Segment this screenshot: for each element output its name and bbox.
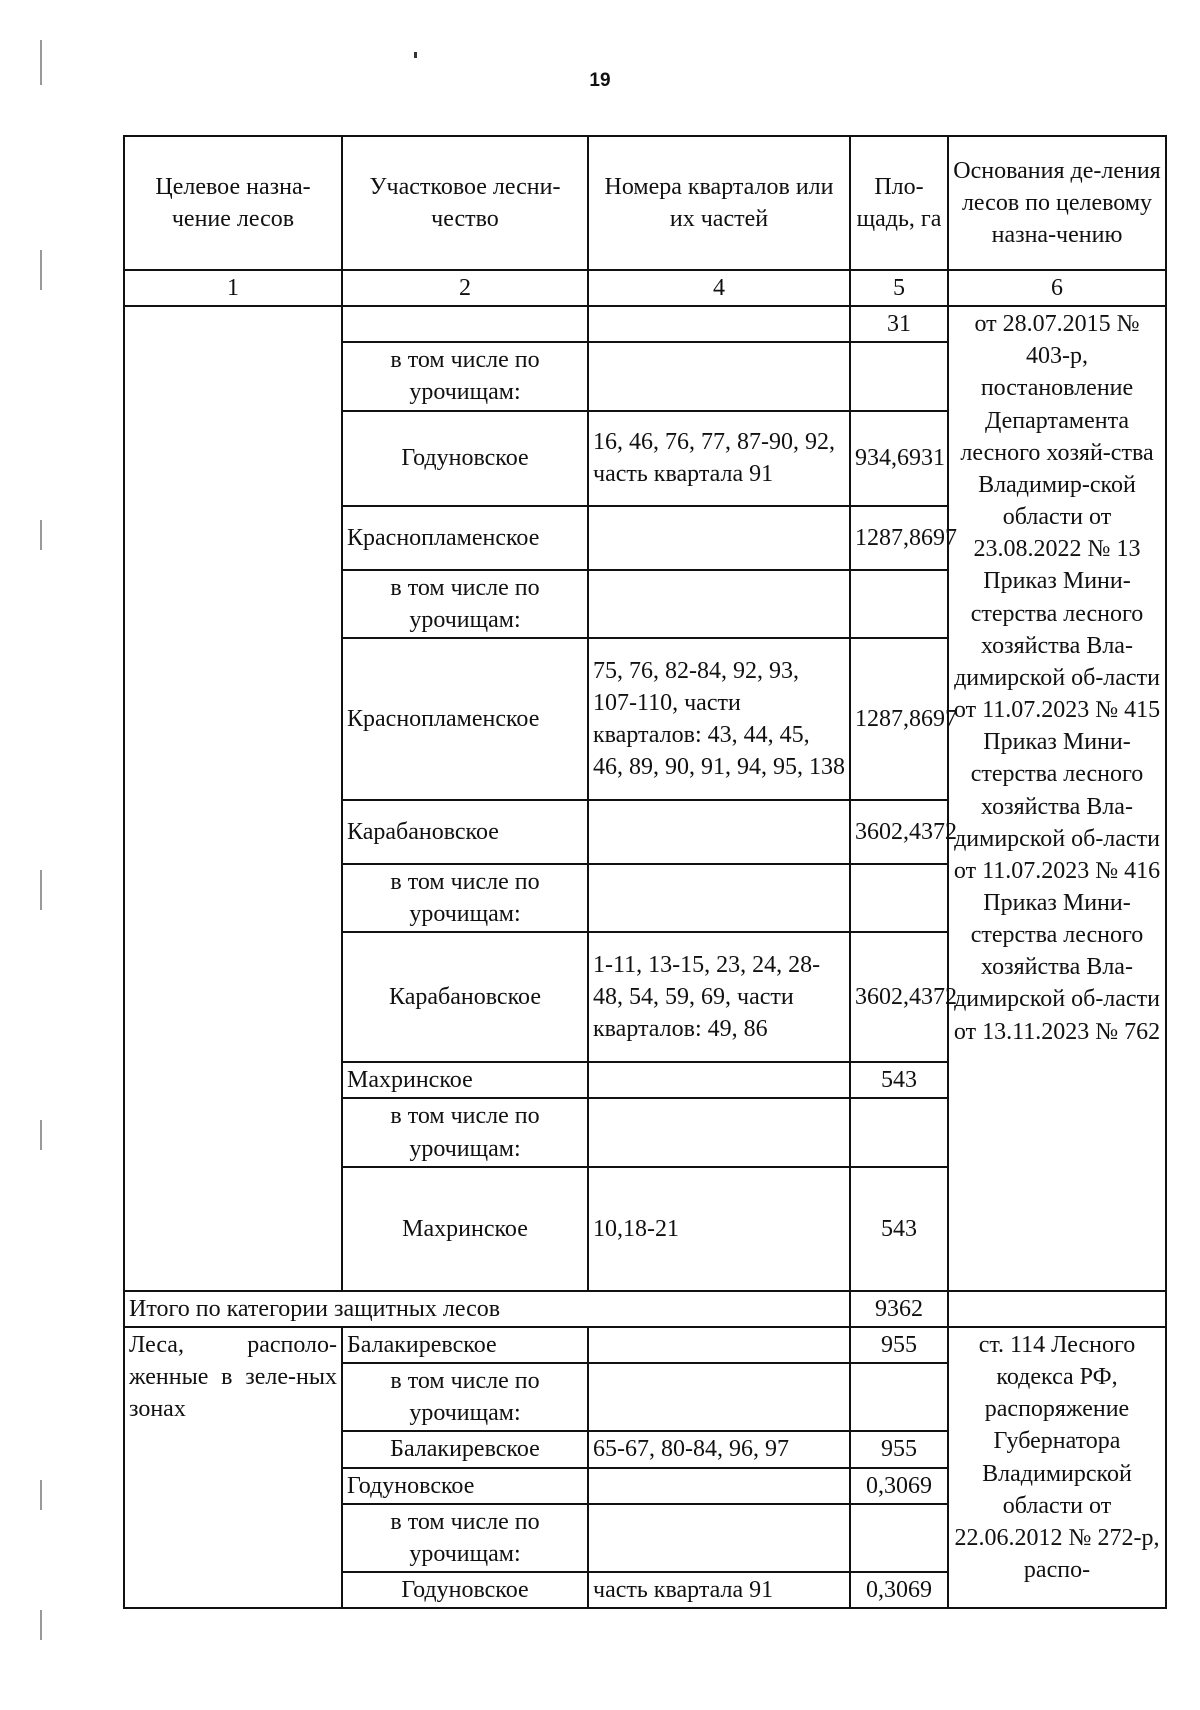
basis-cell: ст. 114 Лесного кодекса РФ, распоряжение Губернатора Владимирской области от 22.06.2012 № 272-р, распо- [948, 1327, 1166, 1608]
quarters-cell: 10,18-21 [588, 1167, 850, 1291]
forestry-cell: в том числе по урочищам: [342, 1098, 588, 1166]
area-cell: 955 [850, 1327, 948, 1363]
area-cell [850, 1363, 948, 1431]
area-cell [850, 342, 948, 410]
forestry-cell: Махринское [342, 1062, 588, 1098]
total-label: Итого по категории защитных лесов [124, 1291, 850, 1327]
scan-margin-mark [40, 870, 42, 910]
area-cell: 1287,8697 [850, 638, 948, 800]
table-row [124, 1327, 1166, 1363]
forestry-cell: в том числе по урочищам: [342, 1363, 588, 1431]
area-cell: 0,3069 [850, 1572, 948, 1608]
scan-margin-mark [40, 1610, 42, 1640]
forestry-cell: в том числе по урочищам: [342, 864, 588, 932]
scan-speck [414, 52, 417, 58]
total-value: 9362 [850, 1291, 948, 1327]
quarters-cell [588, 506, 850, 570]
column-number: 5 [850, 270, 948, 306]
quarters-cell [588, 570, 850, 638]
scan-margin-mark [40, 520, 42, 550]
column-number: 6 [948, 270, 1166, 306]
area-cell [850, 1098, 948, 1166]
forestry-cell: в том числе по урочищам: [342, 342, 588, 410]
forestry-cell: Балакиревское [342, 1431, 588, 1467]
header-cell: Основания де-ления лесов по целевому назна-чению [948, 136, 1166, 270]
forestry-cell: Карабановское [342, 932, 588, 1062]
quarters-cell [588, 1327, 850, 1363]
quarters-cell [588, 864, 850, 932]
header-cell: Целевое назна-чение лесов [124, 136, 342, 270]
column-number-row [124, 270, 1166, 306]
forestry-cell: Махринское [342, 1167, 588, 1291]
header-cell: Участковое лесни-чество [342, 136, 588, 270]
area-cell: 31 [850, 306, 948, 342]
area-cell [850, 864, 948, 932]
quarters-cell: 16, 46, 76, 77, 87-90, 92, часть квартала 91 [588, 411, 850, 506]
quarters-cell [588, 1098, 850, 1166]
scan-margin-mark [40, 1120, 42, 1150]
total-basis-cell [948, 1291, 1166, 1327]
area-cell: 3602,4372 [850, 800, 948, 864]
forestry-cell: Балакиревское [342, 1327, 588, 1363]
table-header-row [124, 136, 1166, 270]
forestry-cell: Краснопламенское [342, 638, 588, 800]
forestry-cell: Годуновское [342, 411, 588, 506]
scan-margin-mark [40, 1480, 42, 1510]
page-number: 19 [589, 70, 611, 91]
table-row [124, 306, 1166, 342]
forestry-cell: Карабановское [342, 800, 588, 864]
scan-margin-mark [40, 40, 42, 85]
area-cell: 3602,4372 [850, 932, 948, 1062]
forest-division-table [123, 135, 1167, 1609]
quarters-cell [588, 1504, 850, 1572]
area-cell: 1287,8697 [850, 506, 948, 570]
purpose-cell [124, 306, 342, 1291]
quarters-cell: 1-11, 13-15, 23, 24, 28-48, 54, 59, 69, части кварталов: 49, 86 [588, 932, 850, 1062]
area-cell: 543 [850, 1062, 948, 1098]
basis-cell: от 28.07.2015 № 403-р, постановление Департамента лесного хозяй-ства Владимир-ской области от 23.08.2022 № 13 Приказ Мини-стерства лесного хозяйства Вла-димирской об-ласти от 11.07.2023 № 415 Приказ Мини-стерства лесного хозяйства Вла-димирской об-ласти от 11.07.2023 № 416 Приказ Мини-стерства лесного хозяйства Вла-димирской об-ласти от 13.11.2023 № 762 [948, 306, 1166, 1291]
total-row [124, 1291, 1166, 1327]
area-cell: 543 [850, 1167, 948, 1291]
quarters-cell: 65-67, 80-84, 96, 97 [588, 1431, 850, 1467]
area-cell: 934,6931 [850, 411, 948, 506]
quarters-cell [588, 1363, 850, 1431]
header-cell: Пло-щадь, га [850, 136, 948, 270]
area-cell [850, 570, 948, 638]
forestry-cell [342, 306, 588, 342]
quarters-cell: 75, 76, 82-84, 92, 93, 107-110, части кварталов: 43, 44, 45, 46, 89, 90, 91, 94, 95, 138 [588, 638, 850, 800]
quarters-cell [588, 1468, 850, 1504]
purpose-cell: Леса, располо-женные в зеле-ных зонах [124, 1327, 342, 1608]
quarters-cell: часть квартала 91 [588, 1572, 850, 1608]
header-cell: Номера кварталов или их частей [588, 136, 850, 270]
quarters-cell [588, 306, 850, 342]
column-number: 2 [342, 270, 588, 306]
forestry-cell: Годуновское [342, 1572, 588, 1608]
quarters-cell [588, 342, 850, 410]
column-number: 1 [124, 270, 342, 306]
quarters-cell [588, 1062, 850, 1098]
forestry-cell: Годуновское [342, 1468, 588, 1504]
forestry-cell: в том числе по урочищам: [342, 570, 588, 638]
scan-margin-mark [40, 250, 42, 290]
area-cell: 0,3069 [850, 1468, 948, 1504]
forestry-cell: Краснопламенское [342, 506, 588, 570]
area-cell [850, 1504, 948, 1572]
forestry-cell: в том числе по урочищам: [342, 1504, 588, 1572]
quarters-cell [588, 800, 850, 864]
area-cell: 955 [850, 1431, 948, 1467]
column-number: 4 [588, 270, 850, 306]
